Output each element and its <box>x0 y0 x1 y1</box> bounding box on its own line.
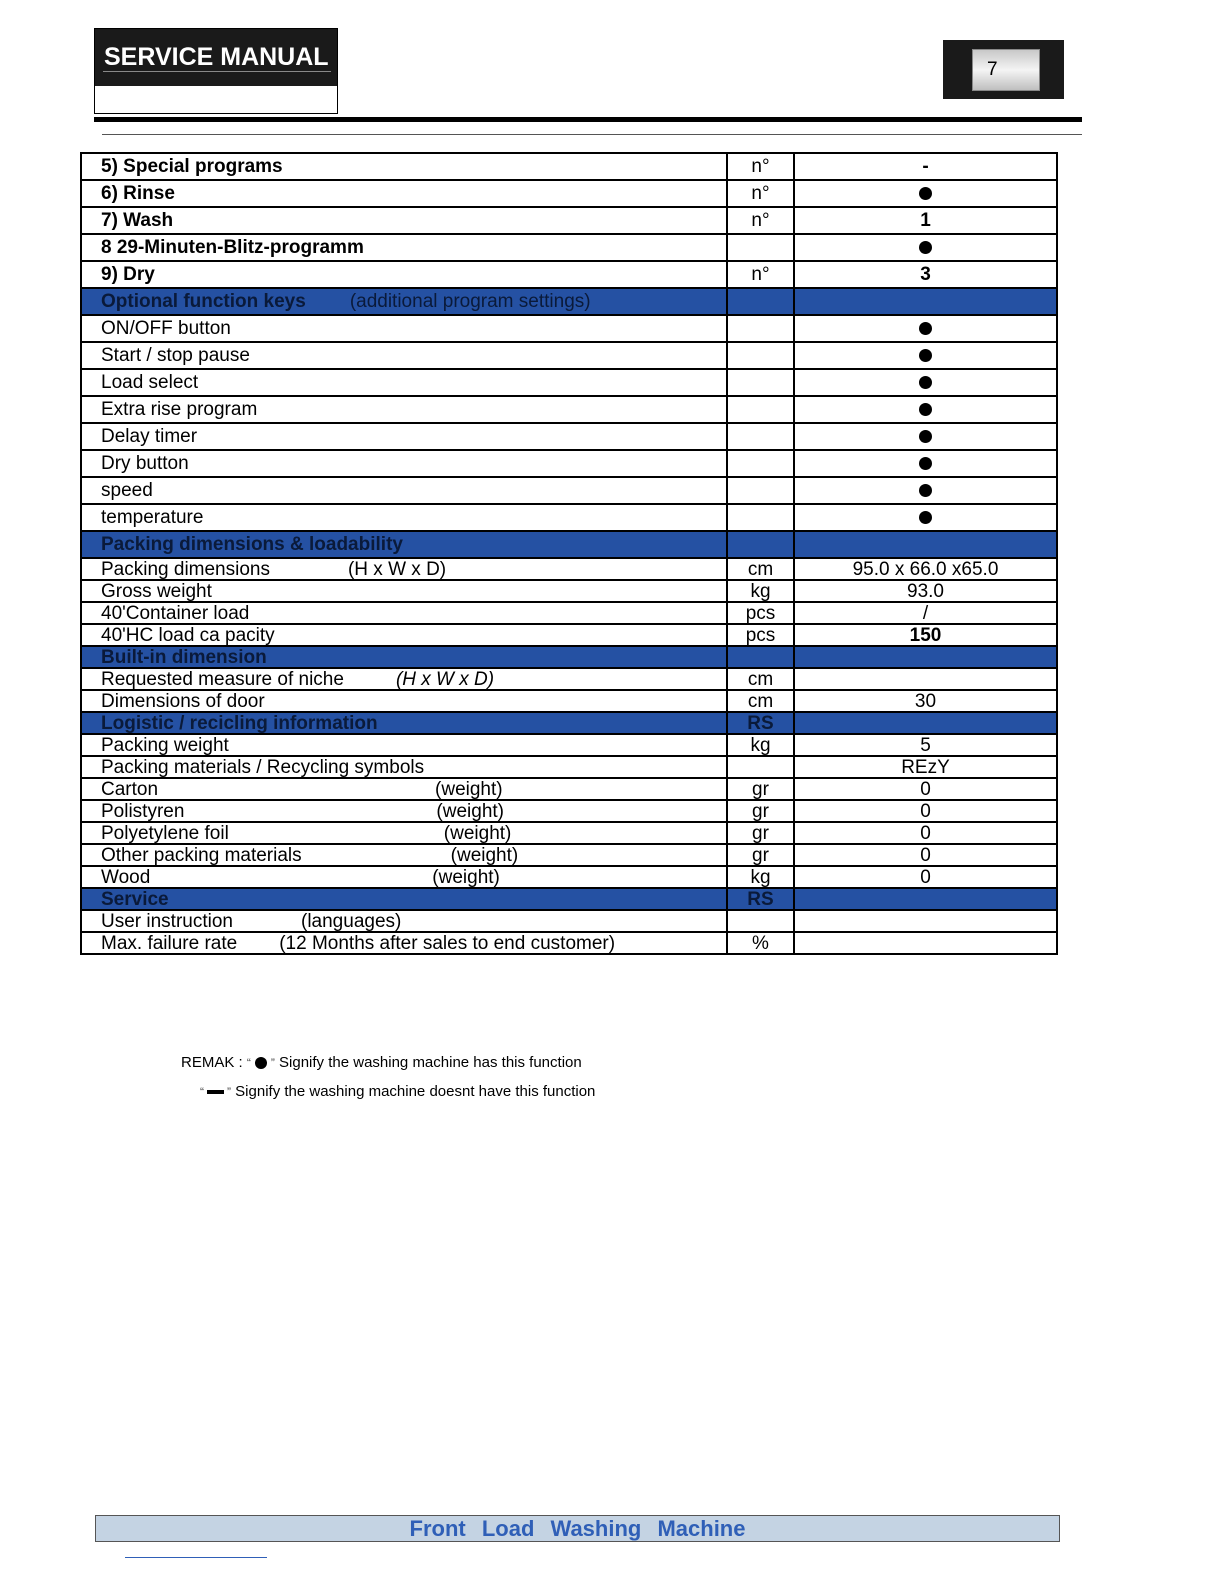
row-note: (weight) <box>435 778 503 800</box>
row-unit <box>727 504 794 531</box>
section-value-cell <box>794 646 1057 668</box>
row-unit: kg <box>727 580 794 602</box>
row-unit <box>727 756 794 778</box>
row-label-cell <box>81 778 727 800</box>
page-number: 7 <box>972 49 1040 91</box>
row-label: Requested measure of niche <box>101 668 344 690</box>
row-label: Other packing materials <box>101 844 302 866</box>
row-label-cell <box>81 822 727 844</box>
row-label-cell <box>81 342 727 369</box>
row-unit <box>727 477 794 504</box>
table-row <box>81 207 1057 234</box>
row-label: temperature <box>101 507 204 528</box>
row-value-cell <box>794 396 1057 423</box>
section-value-cell <box>794 888 1057 910</box>
table-row <box>81 315 1057 342</box>
row-unit: cm <box>727 558 794 580</box>
row-value-cell <box>794 477 1057 504</box>
row-label: 7) Wash <box>101 210 174 231</box>
row-label-cell <box>81 315 727 342</box>
row-label-cell <box>81 207 727 234</box>
row-label: 6) Rinse <box>101 183 175 204</box>
table-row <box>81 369 1057 396</box>
row-value: 0 <box>794 800 1057 822</box>
filled-dot-icon <box>919 241 932 254</box>
table-row <box>81 844 1057 866</box>
row-note: (additional program settings) <box>349 291 591 312</box>
row-unit <box>727 396 794 423</box>
row-label: 8 29-Minuten-Blitz-programm <box>101 237 364 258</box>
row-value: 0 <box>794 822 1057 844</box>
filled-dot-icon <box>919 403 932 416</box>
row-label: Start / stop pause <box>101 345 250 366</box>
row-value: 30 <box>794 690 1057 712</box>
row-unit: n° <box>727 153 794 180</box>
row-label-cell <box>81 624 727 646</box>
row-label-cell <box>81 477 727 504</box>
row-label: 40'Container load <box>101 602 250 624</box>
row-unit <box>727 450 794 477</box>
row-label-cell <box>81 932 727 954</box>
row-value: 0 <box>794 866 1057 888</box>
row-value: 0 <box>794 778 1057 800</box>
row-label: User instruction <box>101 910 233 932</box>
remark-has-function: REMAK : “ ” Signify the washing machine has this function <box>181 1054 582 1071</box>
row-value-cell <box>794 315 1057 342</box>
row-unit: n° <box>727 261 794 288</box>
row-label: Gross weight <box>101 580 212 602</box>
row-value <box>794 932 1057 954</box>
row-label-cell <box>81 234 727 261</box>
row-unit <box>727 315 794 342</box>
row-value: 150 <box>794 624 1057 646</box>
row-unit: % <box>727 932 794 954</box>
row-unit: cm <box>727 668 794 690</box>
row-label: Carton <box>101 778 159 800</box>
row-note: (weight) <box>432 866 500 888</box>
table-row <box>81 800 1057 822</box>
row-label-cell <box>81 288 727 315</box>
row-label-cell <box>81 602 727 624</box>
row-label: Max. failure rate <box>101 932 238 954</box>
table-row <box>81 932 1057 954</box>
row-label: Dry button <box>101 453 189 474</box>
row-label: 5) Special programs <box>101 156 283 177</box>
filled-dot-icon <box>919 430 932 443</box>
table-row <box>81 668 1057 690</box>
header-rule <box>94 117 1082 122</box>
row-label-cell <box>81 580 727 602</box>
table-row <box>81 423 1057 450</box>
row-unit <box>727 646 794 668</box>
row-value: 3 <box>794 261 1057 288</box>
table-row <box>81 180 1057 207</box>
row-label-cell <box>81 668 727 690</box>
row-label: ON/OFF button <box>101 318 231 339</box>
remark-prefix: REMAK : <box>181 1054 243 1071</box>
row-note: (weight) <box>450 844 519 866</box>
section-value-cell <box>794 288 1057 315</box>
row-unit: RS <box>727 712 794 734</box>
row-label-cell <box>81 153 727 180</box>
row-label-cell <box>81 261 727 288</box>
footer-title: Front Load Washing Machine <box>95 1515 1060 1542</box>
filled-dot-icon <box>919 349 932 362</box>
filled-dot-icon <box>919 484 932 497</box>
row-value-cell <box>794 369 1057 396</box>
row-label: Wood <box>101 866 151 888</box>
section-title: Packing dimensions & loadability <box>101 534 403 555</box>
service-manual-logo <box>94 28 338 114</box>
filled-dot-icon <box>919 376 932 389</box>
row-note: (languages) <box>301 910 402 932</box>
row-label-cell <box>81 531 727 558</box>
row-note: (weight) <box>436 800 504 822</box>
row-note: (H x W x D) <box>395 668 495 690</box>
row-unit: cm <box>727 690 794 712</box>
row-unit <box>727 234 794 261</box>
table-row <box>81 153 1057 180</box>
table-row <box>81 450 1057 477</box>
row-unit <box>727 369 794 396</box>
table-row <box>81 477 1057 504</box>
row-label: Dimensions of door <box>101 690 265 712</box>
remark-line-2: Signify the washing machine doesnt have this function <box>235 1083 596 1100</box>
row-label-cell <box>81 844 727 866</box>
row-value-cell <box>794 504 1057 531</box>
row-value: 0 <box>794 844 1057 866</box>
row-value: 5 <box>794 734 1057 756</box>
table-row <box>81 690 1057 712</box>
table-row <box>81 624 1057 646</box>
table-row <box>81 580 1057 602</box>
table-row <box>81 261 1057 288</box>
row-unit: gr <box>727 778 794 800</box>
remark-line-1: Signify the washing machine has this function <box>279 1054 582 1071</box>
filled-dot-icon <box>919 322 932 335</box>
section-header-row <box>81 712 1057 734</box>
row-note: (12 Months after sales to end customer) <box>279 932 616 954</box>
row-unit: gr <box>727 822 794 844</box>
table-row <box>81 866 1057 888</box>
section-header-row <box>81 288 1057 315</box>
row-label: Extra rise program <box>101 399 258 420</box>
row-label-cell <box>81 423 727 450</box>
row-value: 95.0 x 66.0 x65.0 <box>794 558 1057 580</box>
row-value: - <box>794 153 1057 180</box>
row-value-cell <box>794 234 1057 261</box>
table-row <box>81 602 1057 624</box>
row-value-cell <box>794 180 1057 207</box>
section-title: Built-in dimension <box>101 646 267 668</box>
row-label-cell <box>81 369 727 396</box>
table-row <box>81 734 1057 756</box>
section-header-row <box>81 531 1057 558</box>
row-label-cell <box>81 888 727 910</box>
row-label: Polistyren <box>101 800 185 822</box>
row-label-cell <box>81 504 727 531</box>
row-label-cell <box>81 180 727 207</box>
row-label: Packing materials / Recycling symbols <box>101 756 425 778</box>
row-label: Delay timer <box>101 426 198 447</box>
row-label: Load select <box>101 372 199 393</box>
row-unit: gr <box>727 844 794 866</box>
header-thin-rule <box>102 134 1082 135</box>
section-header-row <box>81 646 1057 668</box>
spec-table <box>80 152 1058 955</box>
row-value: / <box>794 602 1057 624</box>
row-unit <box>727 342 794 369</box>
section-title: Optional function keys <box>101 291 306 312</box>
row-unit <box>727 531 794 558</box>
row-unit: n° <box>727 180 794 207</box>
row-label: Polyetylene foil <box>101 822 229 844</box>
row-unit <box>727 910 794 932</box>
section-value-cell <box>794 712 1057 734</box>
row-unit: RS <box>727 888 794 910</box>
row-value <box>794 668 1057 690</box>
row-unit: pcs <box>727 624 794 646</box>
row-label-cell <box>81 800 727 822</box>
footer-underline <box>125 1557 267 1558</box>
row-label: 9) Dry <box>101 264 155 285</box>
remark-no-function: “ ” Signify the washing machine doesnt have this function <box>200 1083 596 1100</box>
row-value: 1 <box>794 207 1057 234</box>
row-unit <box>727 423 794 450</box>
filled-dot-icon <box>919 511 932 524</box>
row-label-cell <box>81 756 727 778</box>
filled-dot-icon <box>255 1057 267 1069</box>
row-label: Packing dimensions <box>101 558 270 580</box>
row-unit: gr <box>727 800 794 822</box>
row-label: 40'HC load ca pacity <box>101 624 275 646</box>
section-title: Service <box>101 888 169 910</box>
row-unit: kg <box>727 866 794 888</box>
section-title: Logistic / recicling information <box>101 712 378 734</box>
row-value: 93.0 <box>794 580 1057 602</box>
page-number-box <box>943 40 1064 99</box>
table-row <box>81 504 1057 531</box>
row-label-cell <box>81 866 727 888</box>
row-unit: n° <box>727 207 794 234</box>
table-row <box>81 342 1057 369</box>
row-value-cell <box>794 423 1057 450</box>
table-row <box>81 396 1057 423</box>
table-row <box>81 558 1057 580</box>
row-note: (H x W x D) <box>347 558 447 580</box>
row-label: speed <box>101 480 153 501</box>
filled-dot-icon <box>919 457 932 470</box>
row-unit <box>727 288 794 315</box>
row-value-cell <box>794 450 1057 477</box>
row-label-cell <box>81 558 727 580</box>
row-value <box>794 910 1057 932</box>
row-unit: pcs <box>727 602 794 624</box>
row-label-cell <box>81 450 727 477</box>
row-label-cell <box>81 712 727 734</box>
table-row <box>81 822 1057 844</box>
dash-icon <box>207 1090 224 1094</box>
manual-title: SERVICE MANUAL <box>104 43 329 71</box>
row-value: REzY <box>794 756 1057 778</box>
row-label-cell <box>81 690 727 712</box>
row-value-cell <box>794 342 1057 369</box>
row-label-cell <box>81 910 727 932</box>
row-label-cell <box>81 396 727 423</box>
section-value-cell <box>794 531 1057 558</box>
section-header-row <box>81 888 1057 910</box>
table-row <box>81 910 1057 932</box>
table-row <box>81 234 1057 261</box>
table-row <box>81 756 1057 778</box>
filled-dot-icon <box>919 187 932 200</box>
row-label-cell <box>81 734 727 756</box>
row-label-cell <box>81 646 727 668</box>
row-unit: kg <box>727 734 794 756</box>
table-row <box>81 778 1057 800</box>
row-label: Packing weight <box>101 734 229 756</box>
row-note: (weight) <box>443 822 512 844</box>
